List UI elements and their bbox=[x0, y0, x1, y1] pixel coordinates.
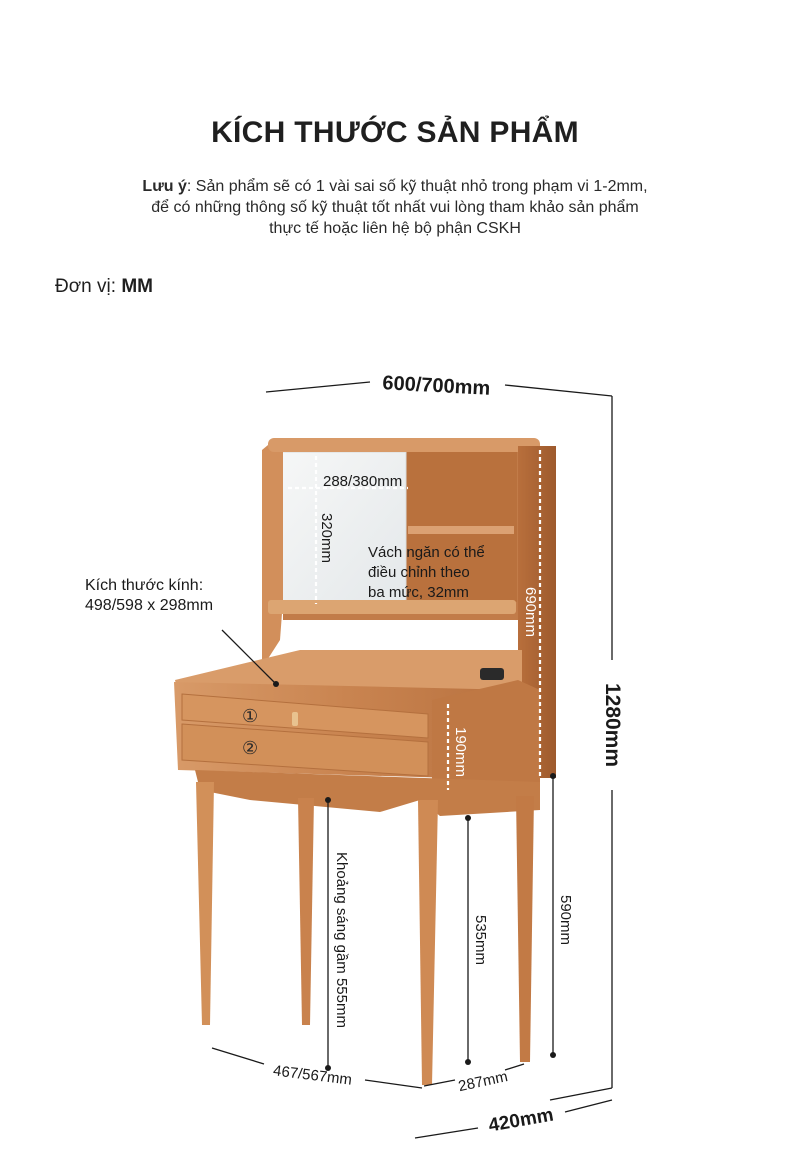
leg-back-right bbox=[516, 796, 534, 1062]
left-side-panel bbox=[262, 440, 283, 668]
middle-shelf bbox=[268, 600, 516, 614]
label-partition-2: điều chỉnh theo bbox=[368, 564, 470, 581]
label-base-width: 467/567mm bbox=[272, 1062, 353, 1089]
dim-line-depth-left bbox=[415, 1128, 478, 1138]
note-line-2: để có những thông số kỹ thuật tốt nhất vui lòng tham khảo sản phẩm bbox=[151, 199, 639, 216]
dim-line-depth-right bbox=[565, 1100, 612, 1112]
power-socket-icon bbox=[480, 668, 504, 680]
vanity-desk bbox=[174, 438, 556, 1085]
dim-line-base-left bbox=[212, 1048, 264, 1064]
label-drawer-height: 190mm bbox=[452, 726, 469, 778]
dim-line-depth-small-right bbox=[505, 1064, 524, 1070]
label-shelf-width: 288/380mm bbox=[323, 473, 403, 490]
dot-535-top bbox=[465, 815, 471, 821]
label-upper-height: 690mm bbox=[522, 586, 539, 638]
note-label: Lưu ý bbox=[142, 178, 187, 195]
dim-line-top-right bbox=[505, 385, 612, 396]
label-depth-total: 420mm bbox=[486, 1104, 556, 1137]
unit-prefix: Đơn vị: bbox=[55, 276, 122, 297]
unit-value: MM bbox=[121, 276, 153, 297]
page-title: KÍCH THƯỚC SẢN PHẨM bbox=[211, 116, 579, 149]
label-partition-3: ba mức, 32mm bbox=[368, 584, 469, 601]
label-leg-590: 590mm bbox=[557, 894, 574, 946]
label-base-depth: 287mm bbox=[456, 1068, 510, 1096]
top-rail bbox=[268, 438, 540, 452]
drawer-handle bbox=[292, 712, 298, 726]
dot-clear-top bbox=[325, 797, 331, 803]
label-partition-1: Vách ngăn có thể bbox=[368, 544, 485, 561]
leg-back-left bbox=[298, 798, 314, 1025]
label-height-total: 1280mm bbox=[601, 682, 624, 768]
dim-line-top-left bbox=[266, 382, 370, 392]
dot-590-bottom bbox=[550, 1052, 556, 1058]
label-drawer-1: ① bbox=[242, 706, 259, 726]
dim-line-base-right bbox=[365, 1080, 422, 1088]
dim-line-height-tail bbox=[550, 1088, 612, 1100]
dot-mirror bbox=[273, 681, 279, 687]
leg-front-right bbox=[418, 800, 438, 1085]
label-leg-535: 535mm bbox=[472, 914, 489, 966]
leg-front-left bbox=[196, 782, 214, 1025]
note-text-1: : Sản phẩm sẽ có 1 vài sai số kỹ thuật nhỏ trong phạm vi 1-2mm, bbox=[186, 178, 648, 195]
note-line-3: thực tế hoặc liên hệ bộ phận CSKH bbox=[269, 220, 521, 237]
small-shelf bbox=[408, 526, 514, 534]
dot-590-top bbox=[550, 773, 556, 779]
label-width-top: 600/700mm bbox=[381, 372, 491, 400]
label-shelf-height: 320mm bbox=[318, 512, 335, 564]
label-drawer-2: ② bbox=[242, 738, 259, 758]
dot-535-bottom bbox=[465, 1059, 471, 1065]
label-mirror-1: Kích thước kính: bbox=[85, 577, 204, 594]
label-mirror-2: 498/598 x 298mm bbox=[85, 597, 214, 614]
label-leg-clearance: Khoảng sáng gầm 555mm bbox=[333, 852, 350, 1028]
